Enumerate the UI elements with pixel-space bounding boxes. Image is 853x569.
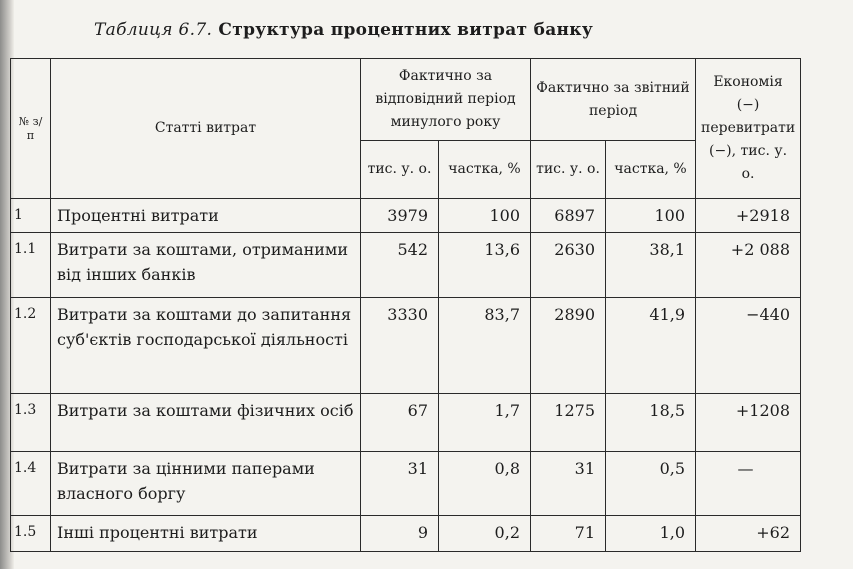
table-row bbox=[11, 298, 801, 394]
table-caption bbox=[94, 20, 593, 40]
diff-cell: +1208 bbox=[696, 394, 801, 452]
cur-share-cell: 38,1 bbox=[606, 233, 696, 298]
prev-abs-cell: 542 bbox=[361, 233, 439, 298]
cur-abs-cell: 6897 bbox=[531, 199, 606, 233]
prev-abs-cell: 67 bbox=[361, 394, 439, 452]
row-name: Інші процентні витрати bbox=[51, 516, 361, 552]
cur-share-cell: 41,9 bbox=[606, 298, 696, 394]
row-index: 1.4 bbox=[11, 452, 51, 516]
header-cur-share: частка, % bbox=[606, 141, 696, 199]
table-row bbox=[11, 452, 801, 516]
table-body bbox=[11, 199, 801, 552]
diff-cell: +62 bbox=[696, 516, 801, 552]
cur-share-cell: 1,0 bbox=[606, 516, 696, 552]
row-name: Витрати за цінними паперами власного боргу bbox=[51, 452, 361, 516]
cur-abs-cell: 1275 bbox=[531, 394, 606, 452]
prev-abs-cell: 9 bbox=[361, 516, 439, 552]
header-prev-share: частка, % bbox=[439, 141, 531, 199]
row-index: 1 bbox=[11, 199, 51, 233]
header-prev-period: Фактично за відповідний період минулого року bbox=[361, 59, 531, 141]
row-name: Процентні витрати bbox=[51, 199, 361, 233]
header-items: Статті витрат bbox=[51, 59, 361, 199]
cur-abs-cell: 2630 bbox=[531, 233, 606, 298]
row-index: 1.5 bbox=[11, 516, 51, 552]
header-prev-thousand: тис. у. о. bbox=[361, 141, 439, 199]
row-index: 1.2 bbox=[11, 298, 51, 394]
prev-abs-cell: 3330 bbox=[361, 298, 439, 394]
row-index: 1.3 bbox=[11, 394, 51, 452]
cur-abs-cell: 2890 bbox=[531, 298, 606, 394]
diff-cell: — bbox=[696, 452, 801, 516]
caption-title: Структура процентних витрат банку bbox=[218, 20, 594, 40]
cur-share-cell: 18,5 bbox=[606, 394, 696, 452]
cur-share-cell: 100 bbox=[606, 199, 696, 233]
header-report-period: Фактично за звітний період bbox=[531, 59, 696, 141]
diff-cell: −440 bbox=[696, 298, 801, 394]
header-cur-thousand: тис. у. о. bbox=[531, 141, 606, 199]
prev-share-cell: 0,2 bbox=[439, 516, 531, 552]
row-index: 1.1 bbox=[11, 233, 51, 298]
diff-cell: +2 088 bbox=[696, 233, 801, 298]
caption-lead: Таблиця 6.7. bbox=[94, 20, 213, 40]
header-num: № з/п bbox=[11, 59, 51, 199]
table-row bbox=[11, 394, 801, 452]
table-row bbox=[11, 516, 801, 552]
table-header bbox=[11, 59, 801, 199]
prev-share-cell: 13,6 bbox=[439, 233, 531, 298]
header-economy: Економія (−) перевитрати (−), тис. у. о. bbox=[696, 59, 801, 199]
prev-abs-cell: 31 bbox=[361, 452, 439, 516]
cur-share-cell: 0,5 bbox=[606, 452, 696, 516]
prev-share-cell: 100 bbox=[439, 199, 531, 233]
prev-share-cell: 0,8 bbox=[439, 452, 531, 516]
row-name: Витрати за коштами до запитання суб'єктів господарської діяльності bbox=[51, 298, 361, 394]
prev-abs-cell: 3979 bbox=[361, 199, 439, 233]
row-name: Витрати за коштами фізичних осіб bbox=[51, 394, 361, 452]
cur-abs-cell: 31 bbox=[531, 452, 606, 516]
diff-cell: +2918 bbox=[696, 199, 801, 233]
cur-abs-cell: 71 bbox=[531, 516, 606, 552]
table-row bbox=[11, 233, 801, 298]
row-name: Витрати за коштами, отриманими від інших банків bbox=[51, 233, 361, 298]
prev-share-cell: 1,7 bbox=[439, 394, 531, 452]
table-row bbox=[11, 199, 801, 233]
prev-share-cell: 83,7 bbox=[439, 298, 531, 394]
interest-expenses-table bbox=[10, 58, 801, 552]
